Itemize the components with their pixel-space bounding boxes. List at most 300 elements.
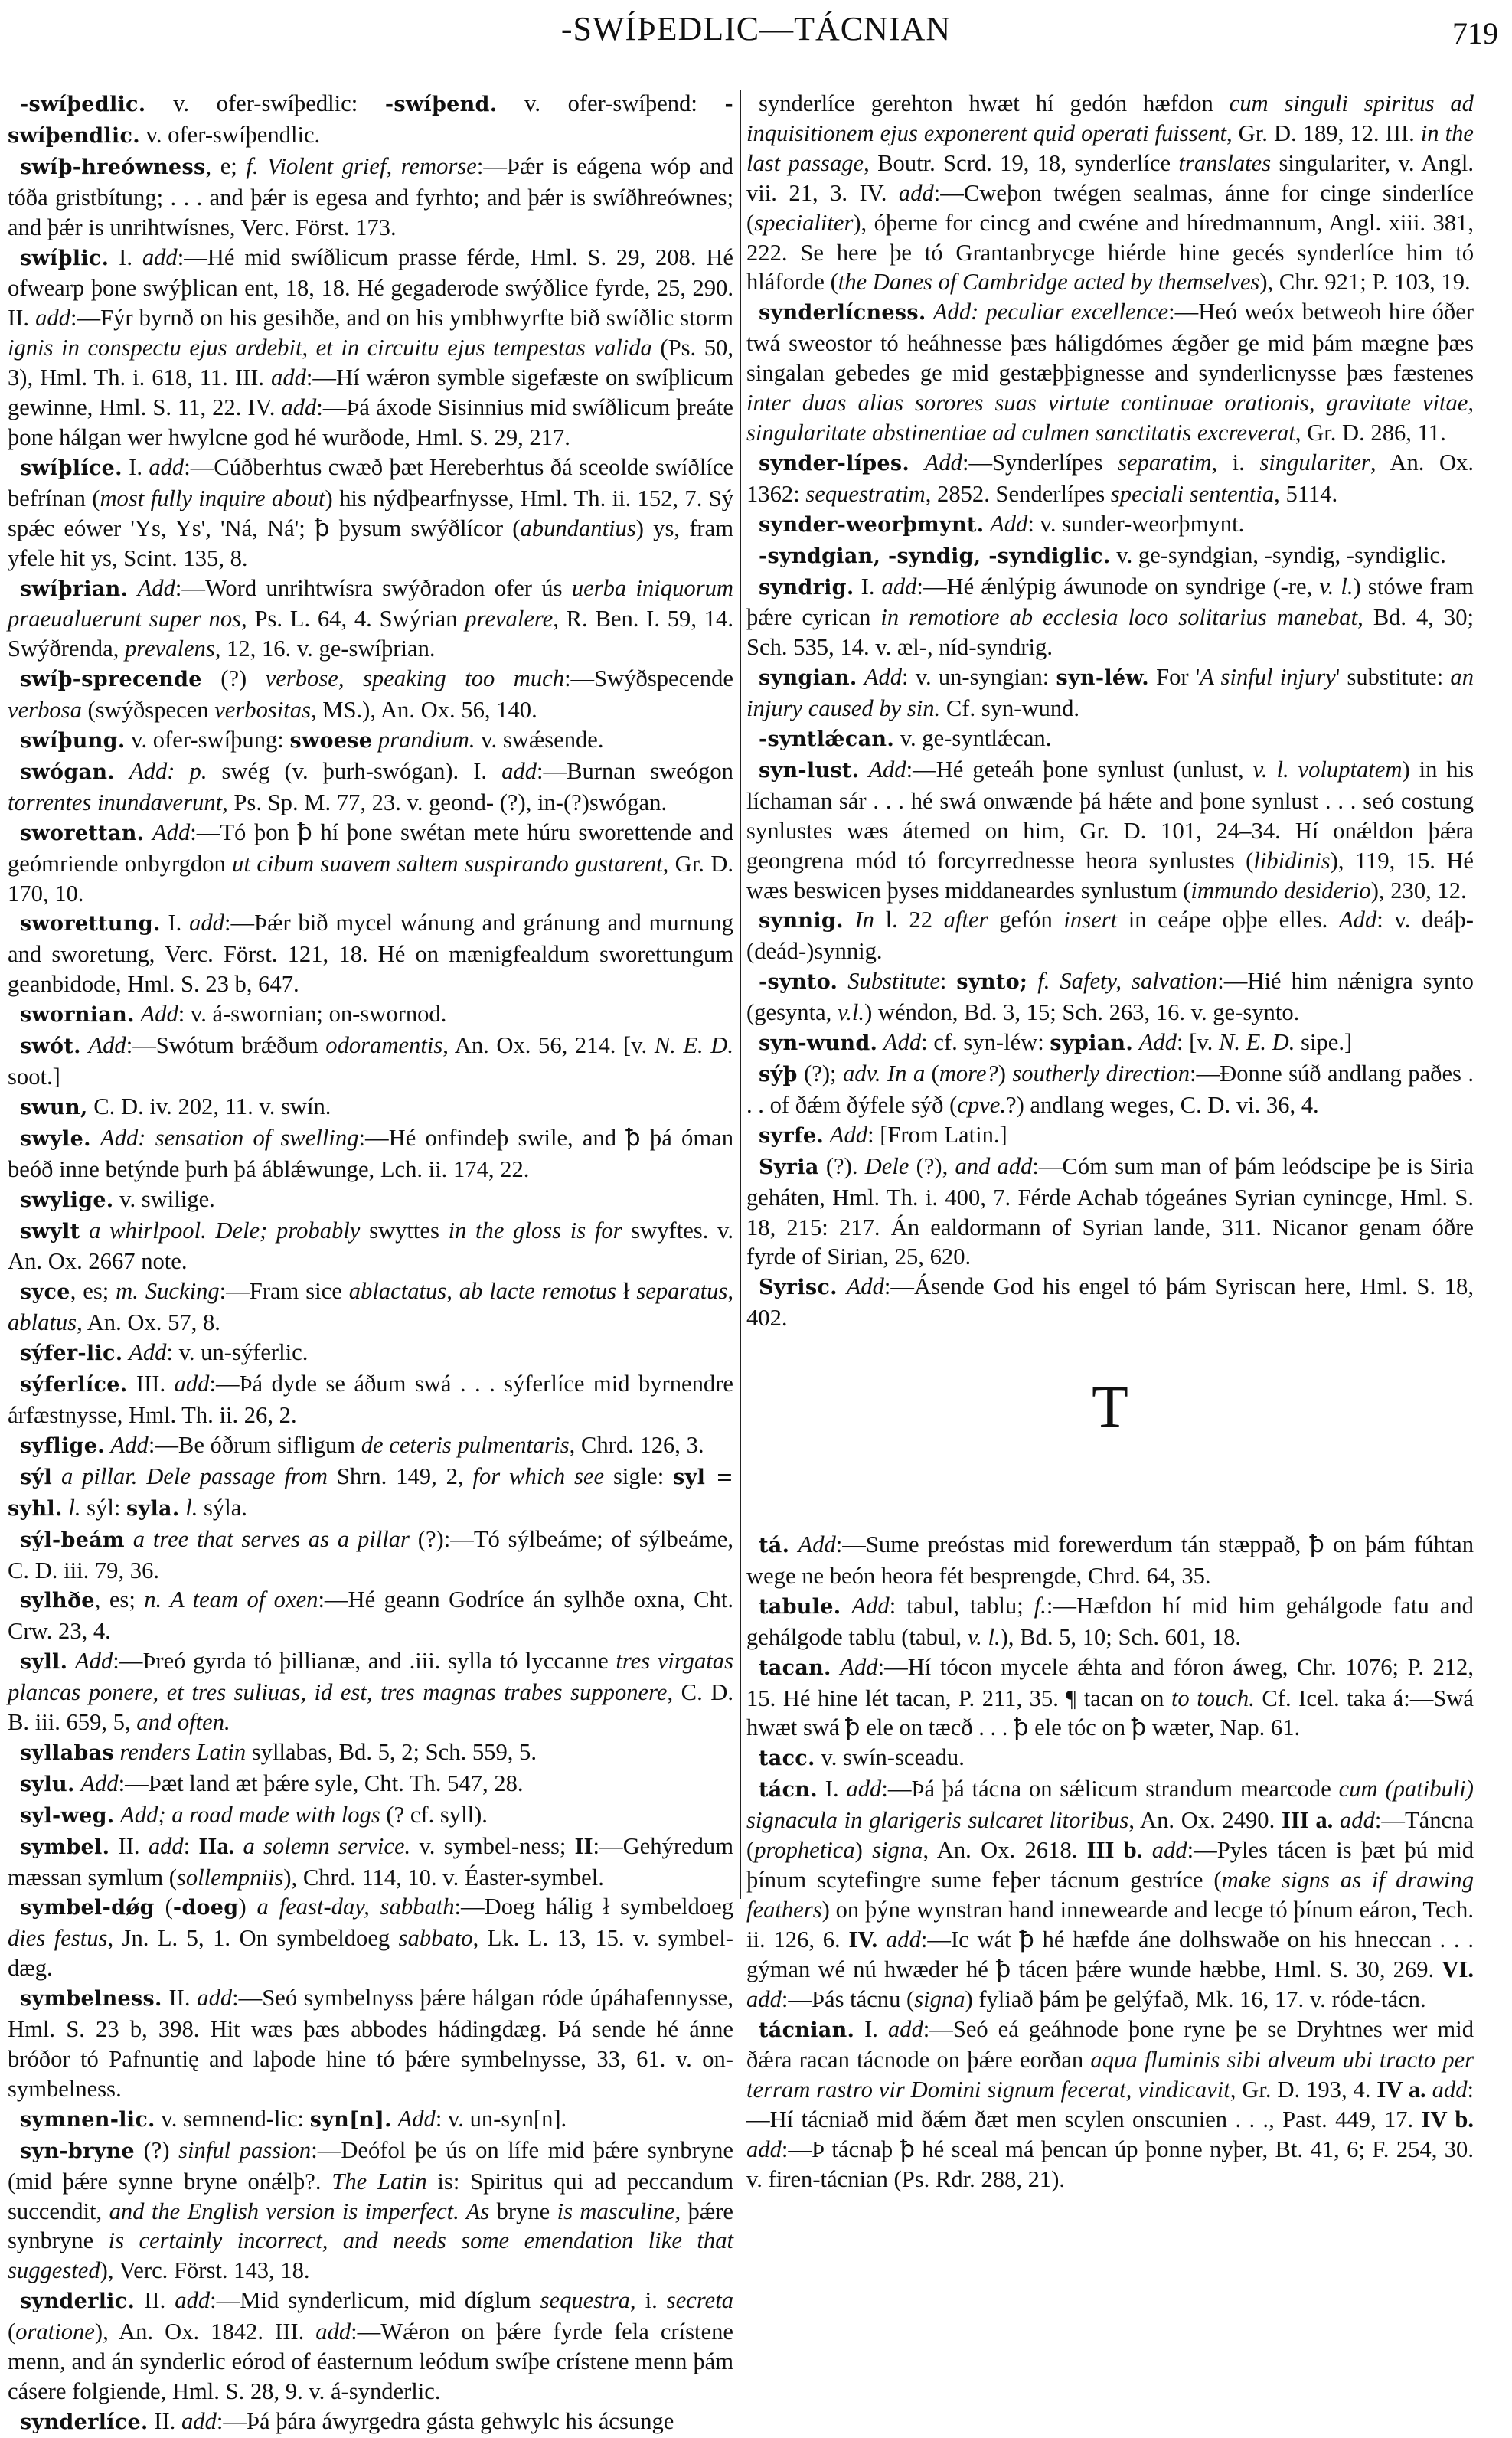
italic-gloss: a solemn service.	[243, 1832, 411, 1859]
entry-text: I.	[854, 573, 882, 600]
dictionary-entry	[8, 1276, 733, 1338]
italic-gloss: v. l.	[967, 1623, 1001, 1650]
right-column-section-t	[746, 1530, 1474, 2195]
entry-text: Cf. Icel. taka á:—Swá hwæt swá ꝥ ele on tæcð . . . ꝥ ele tóc on ꝥ wæter, Nap. 61.	[746, 1685, 1474, 1741]
italic-gloss: abundantius	[520, 515, 636, 541]
italic-gloss: Add	[88, 1032, 126, 1059]
entry-text	[81, 1032, 89, 1058]
dictionary-entry	[746, 2015, 1474, 2195]
italic-gloss: separatus, ablatus	[8, 1278, 733, 1336]
entry-text: , C. D. B. iii. 659, 5,	[8, 1679, 734, 1736]
entry-text: ) stówe fram þǽre cyrican	[746, 573, 1474, 631]
entry-text: , An. Ox. 57, 8.	[77, 1309, 220, 1336]
entry-text: )	[998, 1060, 1013, 1087]
entry-text	[824, 1122, 830, 1148]
entry-text: (	[8, 2319, 16, 2345]
italic-gloss: an injury caused by sin.	[746, 664, 1474, 722]
entry-text: ), 230, 12.	[1370, 877, 1467, 904]
entry-text	[105, 1432, 111, 1458]
entry-text: swyttes	[360, 1217, 449, 1244]
dictionary-entry	[8, 999, 733, 1031]
entry-text: :—Hæfdon hí mid him gehálgode fatu and gehálgode tablu (tabul,	[746, 1592, 1474, 1650]
entry-text	[234, 1833, 243, 1859]
dictionary-entry	[746, 448, 1474, 509]
entry-text: Shrn. 149, 2,	[328, 1462, 473, 1489]
italic-gloss: most fully inquire about	[100, 485, 325, 511]
dictionary-entry	[746, 509, 1474, 541]
entry-text	[91, 1125, 100, 1151]
entry-text: ) on þýne wynstran hand innewearde and lecge tó þínum eáron, Tech. ii. 126, 6.	[746, 1896, 1474, 1953]
italic-gloss: Add: p.	[129, 757, 207, 784]
entry-text: I.	[122, 453, 149, 480]
entry-text: :—Doeg hálig ł symbeldoeg	[454, 1894, 734, 1920]
headword: -syntlǽcan.	[759, 727, 895, 752]
entry-text	[52, 1463, 61, 1489]
entry-text: :—Ðonne súð andlang paðes . . . of ðǽm ðýfele sýð (	[746, 1060, 1474, 1118]
italic-gloss: separatim	[1118, 449, 1212, 476]
italic-gloss: to touch.	[1171, 1685, 1255, 1711]
italic-gloss: signa	[914, 1985, 965, 2012]
italic-gloss: f. Violent grief, remorse	[246, 152, 477, 179]
dictionary-entry	[8, 1525, 733, 1586]
entry-text: v. ofer-swíþung:	[125, 727, 290, 753]
entry-text	[1426, 2077, 1432, 2103]
dictionary-entry	[8, 89, 733, 152]
italic-gloss: speciali sententia	[1110, 480, 1275, 507]
entry-text: is: Spiritus qui ad peccandum succendit,	[8, 2168, 733, 2224]
entry-text: :—Be óðrum sifligum	[148, 1431, 361, 1458]
entry-text	[984, 511, 990, 537]
italic-gloss: Add: sensation of swelling	[100, 1124, 359, 1151]
entry-text: , Gr. D. 170, 10.	[8, 850, 733, 907]
italic-gloss: inter duas alias sorores suas virtute continuae orationis, gravitate vitae, singularitate abstinentiae ad culmen sanctitatis excreverat	[746, 390, 1474, 446]
entry-text: v. ofer-swíþendlic.	[139, 121, 321, 148]
italic-gloss: odoramentis	[325, 1032, 443, 1059]
entry-text: (?)	[135, 2136, 179, 2163]
italic-gloss: sequestra	[540, 2287, 630, 2314]
entry-text: : v. deáþ-(deád-)synnig.	[746, 907, 1474, 965]
entry-text: :—Mid synderlicum, mid díglum	[210, 2287, 540, 2314]
headword: syl = syhl.	[8, 1465, 734, 1521]
entry-text: ?) andlang weges, C. D. vi. 36, 4.	[1006, 1091, 1319, 1118]
entry-text: :—Hí tócon mycele ǽhta and fóron áweg, Chr. 1076; P. 212, 15. Hé hine lét tacan, P. 211, 35. ¶ tacan on	[746, 1653, 1474, 1711]
entry-text: :—Þǽr bið mycel wánung and gránung and murnung and sworetung, Verc. Först. 121, 18. Hé on mænigfealdum sworettungum geanbidode, Hml. S. 23 b, 647.	[8, 910, 734, 998]
headword: swíþrian.	[20, 577, 129, 601]
entry-text	[128, 575, 137, 601]
italic-gloss: cum (patibuli) signacula in glarigeris sulcaret litoribus	[746, 1776, 1474, 1834]
italic-gloss: n. A team of oxen	[144, 1587, 318, 1613]
entry-text	[1133, 1029, 1139, 1055]
dictionary-entry	[8, 152, 733, 243]
italic-gloss: is certainly incorrect, and needs some emendation like that suggested	[8, 2227, 733, 2284]
italic-gloss: The Latin	[331, 2168, 427, 2195]
headword: sylu.	[20, 1772, 75, 1796]
entry-text: v. swín-sceadu.	[815, 1744, 965, 1771]
italic-gloss: uerba iniquorum praeualuerunt super nos	[8, 574, 733, 632]
dictionary-entry	[8, 1031, 733, 1092]
italic-gloss: f. Safety, salvation	[1037, 968, 1218, 995]
italic-gloss: N. E. D.	[654, 1032, 734, 1059]
dictionary-entry	[746, 1652, 1474, 1744]
dictionary-entry	[8, 1092, 733, 1123]
headword: symnen-lic.	[20, 2107, 155, 2132]
entry-text: :—Hí tácniað mid ðǽm ðæt men scylen onscunien . . ., Past. 449, 17.	[746, 2077, 1474, 2133]
sense-number: III b.	[1086, 1837, 1143, 1864]
entry-text: (?),	[909, 1152, 955, 1179]
italic-gloss: in the last passage	[746, 119, 1474, 176]
dictionary-entry	[8, 574, 733, 665]
entry-text: , es;	[94, 1587, 145, 1613]
italic-gloss: ignis in conspectu ejus ardebit, et in circuitu ejus tempestas valida	[8, 335, 652, 361]
dictionary-entry	[8, 2407, 733, 2438]
italic-gloss: add	[181, 2407, 217, 2434]
italic-gloss: Add	[883, 1029, 922, 1056]
entry-text	[838, 968, 847, 994]
entry-text: :—Þá þára áwyrgedra gásta gehwylc his ácsunge	[216, 2407, 674, 2434]
italic-gloss: southerly direction	[1012, 1060, 1190, 1087]
dictionary-entry	[8, 818, 733, 909]
dictionary-entry	[8, 1769, 733, 1800]
entry-text: C. D. iv. 202, 11. v. swín.	[87, 1093, 331, 1119]
dictionary-entry	[8, 757, 733, 818]
italic-gloss: add	[281, 394, 317, 421]
entry-text: syllabas, Bd. 5, 2; Sch. 559, 5.	[246, 1738, 537, 1765]
entry-text	[392, 2106, 398, 2132]
entry-text: :—Sume preóstas mid forewerdum tán stæppað, ꝥ on þám fúhtan wege ne beón heora fét besprengde, Chrd. 64, 35.	[746, 1531, 1474, 1589]
entry-text: I.	[817, 1776, 847, 1802]
dictionary-entry	[8, 725, 733, 757]
entry-text	[122, 1339, 129, 1365]
dictionary-entry	[746, 662, 1474, 724]
entry-text: II.	[135, 2287, 175, 2314]
entry-text: :—Þreó gyrda tó þillianæ, and .iii. sylla tó lyccanne	[113, 1648, 616, 1675]
entry-text: ), 119, 15. Hé wæs beswicen þyses middaneardes synlustum (	[746, 847, 1474, 904]
sense-number: IV.	[848, 1926, 878, 1953]
entry-text: v. ofer-swíþedlic:	[145, 90, 385, 116]
headword: sýþ	[759, 1063, 798, 1087]
italic-gloss: Add	[868, 756, 906, 783]
entry-text: gefón	[988, 907, 1064, 933]
entry-text: Cf. syn-wund.	[940, 695, 1080, 722]
entry-text: : v. un-syngian:	[902, 664, 1056, 691]
entry-text: , Bd. 4, 30; Sch. 535, 14. v. æl-, níd-syndrig.	[746, 604, 1474, 661]
italic-gloss: prevalere	[465, 606, 554, 632]
dictionary-entry	[8, 2104, 733, 2136]
italic-gloss: l.	[68, 1494, 81, 1521]
italic-gloss: add	[175, 2287, 211, 2314]
italic-gloss: Dele	[864, 1152, 909, 1179]
entry-text: :—Hé mid swíðlicum prasse férde, Hml. S. 29, 208. Hé ofwearp þone swýþlican ent, 18, 18. Hé gegaderode swýðlice fyrde, 25, 290. II.	[8, 243, 733, 332]
entry-text: , Chrd. 126, 3.	[569, 1431, 704, 1458]
entry-text: , MS.), An. Ox. 56, 140.	[310, 697, 537, 724]
headword: tacan.	[759, 1655, 831, 1680]
headword: swíþ-hreówness	[20, 155, 206, 179]
dictionary-entry	[746, 1743, 1474, 1774]
italic-gloss: verbosa	[8, 697, 82, 724]
dictionary-entry	[8, 1430, 733, 1462]
entry-text: ), An. Ox. 1842. III.	[94, 2319, 316, 2345]
dictionary-entry	[8, 1338, 733, 1369]
entry-text: :	[183, 1832, 199, 1859]
headword: swoese	[289, 729, 373, 753]
entry-text: (	[154, 1894, 173, 1920]
italic-gloss: sequestratim	[805, 480, 926, 507]
headword: syngian.	[759, 666, 857, 691]
dictionary-entry	[746, 755, 1474, 906]
dictionary-entry	[746, 541, 1474, 572]
entry-text: :—Ásende God his engel tó þám Syriscan here, Hml. S. 18, 402.	[746, 1273, 1474, 1332]
entry-text	[1027, 968, 1037, 994]
italic-gloss: add	[746, 1985, 782, 2012]
headword: synderlícness.	[759, 301, 926, 325]
headword: sworettan.	[20, 821, 145, 845]
dictionary-entry	[8, 453, 733, 574]
dictionary-entry	[8, 1646, 733, 1737]
dictionary-entry	[746, 905, 1474, 966]
italic-gloss: verbose, speaking too much	[265, 665, 565, 692]
entry-text: II.	[109, 1832, 149, 1859]
headword: -synto.	[759, 970, 838, 995]
italic-gloss: Add	[990, 510, 1028, 537]
left-column	[8, 89, 733, 2438]
entry-text: :—Gehýredum mæssan symlum (	[8, 1832, 734, 1891]
entry-text: (?);	[797, 1060, 843, 1087]
italic-gloss: make signs as if drawing feathers	[746, 1866, 1474, 1923]
headword: swíþlic.	[20, 246, 109, 270]
entry-text: v. symbel-ness;	[410, 1832, 575, 1859]
italic-gloss: In	[854, 907, 874, 933]
dictionary-entry	[746, 1152, 1474, 1273]
italic-gloss: de ceteris pulmentaris	[361, 1431, 570, 1458]
entry-text	[1333, 1807, 1340, 1833]
headword: syn-wund.	[759, 1031, 878, 1056]
entry-text: :—Þǽr is eágena wóp and tóða gristbítung; . . . and þǽr is egesa and fyrhto; and þǽr is swíðhreównes; and þǽr is unrihtwísnes, Verc. Först. 173.	[8, 152, 733, 240]
dictionary-entry	[746, 724, 1474, 755]
entry-text: v. swǽsende.	[475, 727, 604, 753]
entry-text: ) in his líchaman sár . . . hé swá onwænde þá hǽte and þone synlust . . . seó costung synlustes wæs átemed on him, Gr. D. 101, 24–34. Hí onǽldon þǽra geongrena mód tó forcyrrednesse heora synlustes (	[746, 756, 1474, 874]
dictionary-entry	[8, 1216, 733, 1277]
entry-text: ), Bd. 5, 10; Sch. 601, 18.	[1000, 1623, 1242, 1650]
italic-gloss: Add	[152, 819, 191, 845]
entry-text: sýla.	[198, 1494, 247, 1521]
entry-text: , 5114.	[1274, 480, 1338, 507]
entry-text: :—Synderlípes	[962, 449, 1118, 476]
entry-text: : cf. syn-léw:	[921, 1029, 1050, 1056]
italic-gloss: for which see	[472, 1462, 605, 1489]
entry-text: v. ge-syntlǽcan.	[894, 725, 1052, 752]
headword: swylige.	[20, 1188, 114, 1212]
dictionary-entry	[8, 664, 733, 725]
headword: swógan.	[20, 760, 115, 784]
italic-gloss: a pillar. Dele passage from	[60, 1462, 328, 1489]
entry-text: ), óþerne for cincg and cwéne and híredmannum, Angl. xiii. 381, 222. Se here þe tó Grantanbrycge hiérde hine gecés synderlíce him tó hláforde (	[746, 209, 1474, 296]
entry-text: bryne	[489, 2198, 557, 2224]
italic-gloss: Substitute	[847, 968, 940, 995]
sense-number: III a.	[1281, 1807, 1334, 1834]
entry-text: ) ys, fram yfele hit ys, Scint. 135, 8.	[8, 515, 733, 571]
entry-text	[857, 664, 864, 690]
entry-text: :—Tó þon ꝥ hí þone swétan mete húru sworettende and geómriende onbyrgdon	[8, 819, 733, 877]
italic-gloss: add	[174, 1371, 210, 1397]
entry-text: (swýðspecen	[81, 697, 215, 724]
italic-gloss: Add	[798, 1531, 836, 1557]
entry-text: )	[854, 1837, 873, 1864]
entry-text	[831, 1654, 841, 1680]
italic-gloss: renders Latin	[119, 1738, 247, 1765]
entry-text	[841, 1593, 851, 1619]
headword: swylt	[20, 1219, 80, 1244]
entry-text: I.	[109, 243, 142, 270]
column-divider	[740, 90, 741, 1899]
headword: swíþlíce.	[20, 456, 122, 480]
italic-gloss: Add	[74, 1648, 113, 1675]
entry-text: :—Pyles tácen is þæt þú mid þínum scytefingre sume feþer tácnum gestríce (	[746, 1837, 1474, 1893]
dictionary-entry	[746, 297, 1474, 448]
headword: -swíþendlic.	[8, 93, 733, 148]
italic-gloss: add	[1151, 1837, 1187, 1864]
entry-text: v. swilige.	[113, 1185, 215, 1212]
italic-gloss: Add	[846, 1273, 884, 1300]
headword: -swíþend.	[384, 93, 498, 116]
headword: syla.	[126, 1496, 180, 1521]
headword: tácn.	[759, 1778, 818, 1802]
italic-gloss: after	[943, 907, 988, 933]
dictionary-entry	[746, 89, 1474, 297]
entry-text: :—Hé geann Godríce án sylhðe oxna, Cht. Crw. 23, 4.	[8, 1587, 733, 1645]
entry-text: ), Verc. Först. 143, 18.	[100, 2257, 310, 2284]
entry-text: (Ps. 50, 3), Hml. Th. i. 618, 11. III.	[8, 335, 734, 391]
entry-text	[114, 1739, 120, 1765]
sense-number: IV b.	[1421, 2106, 1474, 2133]
italic-gloss: Add; a road made with logs	[120, 1801, 380, 1828]
entry-text: swég (v. þurh-swógan). I.	[207, 757, 502, 784]
entry-text: : v. un-syn[n].	[435, 2105, 567, 2132]
italic-gloss: oratione	[15, 2319, 95, 2345]
entry-text: ) his nýdþearfnysse, Hml. Th. ii. 152, 7. Sý spǽc eówer 'Ys, Ys', 'Ná, Ná'; ꝥ þysum swýðlícor (	[8, 485, 734, 541]
page-number: 719	[1452, 16, 1498, 51]
italic-gloss: prandium.	[377, 727, 475, 753]
headword: syrfe.	[759, 1123, 825, 1148]
italic-gloss: Add	[1338, 907, 1377, 933]
entry-text: , Gr. D. 193, 4.	[1230, 2077, 1377, 2103]
entry-text: : tabul, tablu;	[889, 1592, 1034, 1619]
entry-text: : [From Latin.]	[867, 1121, 1007, 1148]
dictionary-entry	[8, 1983, 733, 2104]
italic-gloss: Add	[129, 1339, 167, 1366]
italic-gloss: sabbato	[398, 1925, 473, 1952]
italic-gloss: and often.	[136, 1709, 230, 1736]
dictionary-entry	[8, 243, 733, 453]
running-title: -SWÍÞEDLIC—TÁCNIAN	[560, 10, 952, 47]
entry-text: soot.]	[8, 1064, 60, 1090]
entry-text: :—Þá þá tácna on sǽlicum strandum mearcode	[881, 1776, 1339, 1802]
entry-text: :—Deófol þe ús on lífe mid þǽre synbryne (mid þǽre synne bryne onǽlþ?.	[8, 2136, 733, 2195]
entry-text: : v. un-sýferlic.	[166, 1339, 309, 1366]
italic-gloss: add	[315, 2319, 351, 2345]
entry-text: )	[238, 1894, 257, 1920]
italic-gloss: and the English version is imperfect. As	[109, 2198, 490, 2224]
headword: synnig.	[759, 909, 844, 933]
headword: syn-lust.	[759, 758, 860, 783]
dictionary-entry	[8, 1369, 733, 1430]
dictionary-entry	[8, 908, 733, 999]
headword: -syndgian, -syndig, -syndiglic.	[759, 544, 1111, 568]
entry-text: , i.	[629, 2287, 667, 2314]
entry-text: :—Þás tácnu (	[781, 1985, 915, 2012]
entry-text: , Gr. D. 286, 11.	[1295, 419, 1446, 446]
italic-gloss: in remotiore ab ecclesia loco solitarius manebat	[880, 604, 1358, 631]
italic-gloss: Add	[140, 1001, 178, 1028]
entry-text	[926, 299, 933, 325]
entry-text: :—Þæt land æt þǽre syle, Cht. Th. 547, 28.	[118, 1770, 524, 1796]
headword: synderlíce.	[20, 2410, 149, 2434]
entry-text: :—Cúðberhtus cwæð þæt Hereberhtus ðá sceolde swíðlíce befrínan (	[8, 453, 733, 511]
entry-text: ł	[616, 1278, 637, 1305]
entry-text: sipe.]	[1295, 1029, 1353, 1056]
entry-text: (?):—Tó sýlbeáme; of sýlbeáme, C. D. iii. 79, 36.	[8, 1525, 733, 1583]
italic-gloss: ut cibum suavem saltem suspirando gustarent	[232, 850, 663, 877]
italic-gloss: v. l. voluptatem	[1252, 756, 1403, 783]
entry-text: : v. á-swornian; on-swornod.	[178, 1001, 447, 1028]
italic-gloss: Add	[851, 1592, 890, 1619]
italic-gloss: adv. In a	[842, 1060, 926, 1087]
dictionary-entry	[746, 1272, 1474, 1333]
entry-text: :	[939, 968, 957, 995]
italic-gloss: ablactatus, ab lacte remotus	[348, 1278, 617, 1305]
headword: syn[n].	[309, 2107, 392, 2132]
entry-text	[80, 1217, 89, 1244]
italic-gloss: insert	[1063, 907, 1118, 933]
entry-text: synderlíce gerehton hwæt hí gedón hæfdon	[759, 90, 1230, 116]
headword: Syrisc.	[759, 1276, 838, 1300]
headword: sýl	[20, 1465, 53, 1489]
entry-text: , 12, 16. v. ge-swíþrian.	[214, 636, 436, 662]
dictionary-entry	[8, 1123, 733, 1185]
dictionary-entry	[746, 1774, 1474, 2014]
entry-text: , Lk. L. 13, 15. v. symbel-dæg.	[8, 1925, 733, 1982]
headword: synder-lípes.	[759, 451, 910, 476]
entry-text: I.	[160, 910, 190, 936]
dictionary-entry	[8, 2136, 733, 2286]
entry-text: III.	[127, 1371, 175, 1397]
dictionary-entry	[746, 966, 1474, 1028]
headword: swornian.	[20, 1003, 135, 1028]
italic-gloss: add	[142, 243, 178, 270]
italic-gloss: singulariter	[1259, 449, 1370, 476]
entry-text: :—Hié him nǽnigra synto (gesynta,	[746, 968, 1474, 1026]
italic-gloss: Add	[924, 449, 962, 476]
headword: syllabas	[20, 1740, 114, 1765]
sense-number: IIa.	[198, 1832, 235, 1859]
italic-gloss: torrentes inundaverunt	[8, 789, 223, 815]
entry-text: (?).	[818, 1152, 865, 1179]
headword: swyle.	[20, 1126, 91, 1151]
italic-gloss: in the gloss is for	[448, 1217, 622, 1244]
entry-text: :—Seó eá geáhnode þone ryne þe se Dryhtnes wer mid ðǽra racan tácnode on þǽre eorðan	[746, 2015, 1474, 2074]
entry-text: in ceápe oþþe elles.	[1117, 907, 1339, 933]
entry-text	[909, 449, 925, 476]
entry-text: :—Táncna (	[746, 1807, 1474, 1864]
entry-text: :—Heó weóx betweoh hire óðer twá sweostor tó heáhnesse þæs háligdómes ǽgðer ge mid þám mægne þæs singalan gebedes ge mid gestæþþignesse and synderlicnysse þæs fæstenes	[746, 299, 1474, 387]
entry-text: : v. sunder-weorþmynt.	[1027, 510, 1245, 537]
entry-text: , Gr. D. 189, 12. III.	[1226, 119, 1421, 146]
entry-text: : [v.	[1177, 1029, 1219, 1056]
italic-gloss: a feast-day, sabbath	[256, 1894, 455, 1920]
entry-text	[67, 1648, 75, 1674]
entry-text	[789, 1531, 798, 1557]
headword: tacc.	[759, 1747, 815, 1771]
italic-gloss: add	[148, 1832, 184, 1859]
